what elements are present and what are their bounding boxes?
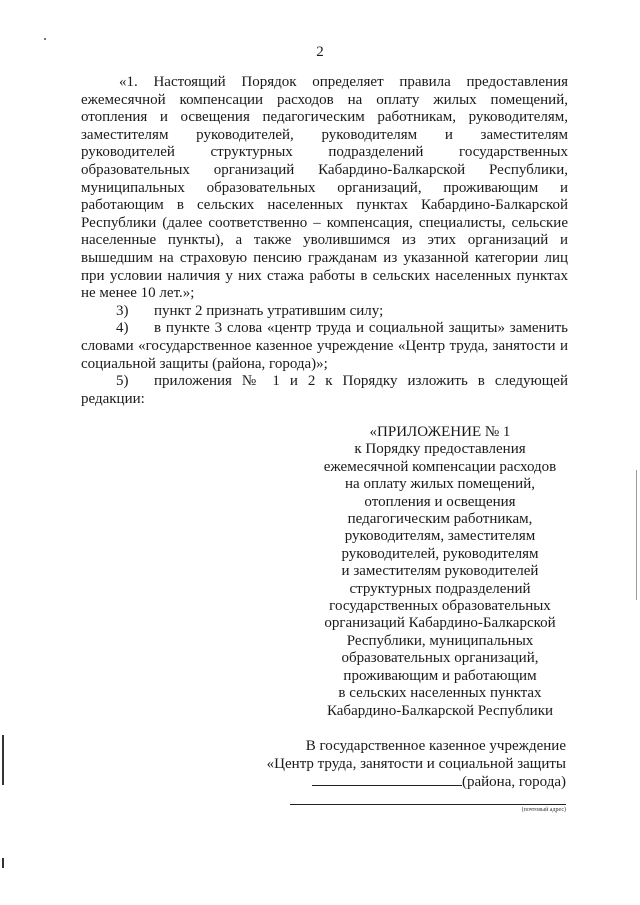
- list-item-5: [81, 373, 568, 408]
- postal-address-caption: (почтовый адрес): [521, 807, 566, 813]
- appendix-line: образовательных организаций,: [341, 650, 539, 667]
- list-item-4: [81, 320, 568, 373]
- addressee-line-2: «Центр труда, занятости и социальной защиты: [266, 755, 566, 772]
- scan-artifact: [636, 470, 637, 600]
- list-item-3-text: пункт 2 признать утратившим силу;: [154, 302, 384, 319]
- appendix-line: Кабардино-Балкарской Республики: [326, 702, 554, 719]
- appendix-line: государственных образовательных: [329, 598, 551, 615]
- page-number: 2: [316, 44, 324, 60]
- addressee-block: [240, 738, 566, 792]
- list-item-5-text: приложения № 1 и 2 к Порядку изложить в следующей редакции:: [81, 373, 568, 407]
- appendix-line: к Порядку предоставления: [354, 441, 526, 458]
- addressee-line-3: [240, 773, 566, 792]
- appendix-line: проживающим и работающим: [343, 667, 537, 684]
- postal-address-line: [290, 804, 566, 805]
- list-item-4-number: 4): [116, 320, 129, 337]
- appendix-line: руководителей, руководителям: [341, 545, 539, 562]
- main-text: [81, 74, 568, 408]
- appendix-line: «ПРИЛОЖЕНИЕ № 1: [369, 424, 511, 440]
- appendix-line: отопления и освещения: [364, 493, 516, 510]
- list-item-4-text: в пункте 3 слова «центр труда и социальной защиты» заменить словами «государственное казенное учреждение «Центр труда, занятости и социальной защиты (района, города)»;: [81, 320, 568, 372]
- blank-fill-line: [312, 773, 462, 786]
- scan-artifact: [44, 38, 46, 40]
- appendix-line: руководителям, заместителям: [344, 528, 536, 545]
- appendix-line: организаций Кабардино-Балкарской: [324, 615, 556, 632]
- appendix-line: ежемесячной компенсации расходов: [323, 458, 557, 475]
- appendix-header: [300, 424, 580, 720]
- appendix-line: структурных подразделений: [349, 580, 531, 597]
- list-item-3: [81, 303, 568, 321]
- paragraph-1: «1. Настоящий Порядок определяет правила предоставления ежемесячной компенсации расходов на оплату жилых помещений, отопления и освещения педагогическим работникам, руководителям, заместителям руководителей, руководителям и заместителям руководителей структурных подразделений государственных образовательных организаций Кабардино-Балкарской Республики, муниципальных образовательных организаций, проживающим и работающим в сельских населенных пунктах Кабардино-Балкарской Республики (далее соответственно – компенсация, специалисты, сельские населенные пункты), а также уволившимся из этих организаций и вышедшим на страховую пенсию гражданам из указанной категории лиц при условии наличия у них стажа работы в сельских населенных пунктах не менее 10 лет.»;: [81, 74, 568, 302]
- scan-artifact: [2, 858, 4, 868]
- scan-artifact: [2, 735, 4, 785]
- appendix-line: на оплату жилых помещений,: [345, 476, 535, 493]
- appendix-line: в сельских населенных пунктах: [338, 685, 542, 702]
- appendix-line: и заместителям руководителей: [341, 563, 539, 580]
- appendix-line: педагогическим работникам,: [347, 511, 533, 528]
- addressee-line-1: В государственное казенное учреждение: [305, 738, 566, 754]
- list-item-5-number: 5): [116, 373, 129, 390]
- list-item-3-number: 3): [116, 302, 129, 319]
- addressee-line-3-suffix: (района, города): [462, 774, 566, 791]
- appendix-line: Республики, муниципальных: [346, 632, 534, 649]
